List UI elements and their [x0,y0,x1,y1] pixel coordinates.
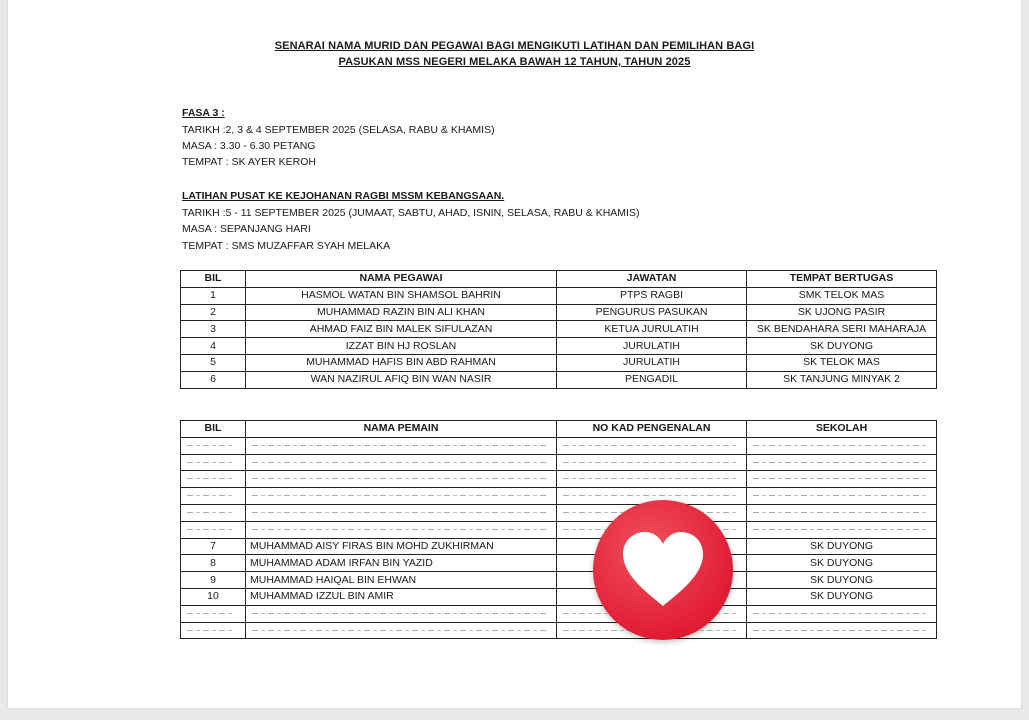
staff-header-bil: BIL [181,271,246,288]
jawatan-cell: KETUA JURULATIH [557,321,747,338]
player-header-ic: NO KAD PENGENALAN [557,421,747,438]
jawatan-cell: PTPS RAGBI [557,287,747,304]
nama-cell: MUHAMMAD IZZUL BIN AMIR [246,588,557,605]
tempat-cell: SK DUYONG [747,338,937,355]
redacted-row [181,471,937,488]
table-row [181,371,937,388]
player-header-row [181,421,937,438]
tempat-cell: SK UJONG PASIR [747,304,937,321]
table-row [181,354,937,371]
nama-cell: AHMAD FAIZ BIN MALEK SIFULAZAN [246,321,557,338]
nama-cell: MUHAMMAD HAFIS BIN ABD RAHMAN [246,354,557,371]
nama-cell: MUHAMMAD ADAM IRFAN BIN YAZID [246,555,557,572]
bil-cell: 4 [181,338,246,355]
bil-cell: 2 [181,304,246,321]
nama-cell: HASMOL WATAN BIN SHAMSOL BAHRIN [246,287,557,304]
bil-cell: 5 [181,354,246,371]
latihan-tarikh: TARIKH :5 - 11 SEPTEMBER 2025 (JUMAAT, SABTU, AHAD, ISNIN, SELASA, RABU & KHAMIS) [182,207,640,219]
heart-icon [619,530,707,610]
staff-header-row [181,271,937,288]
latihan-tempat: TEMPAT : SMS MUZAFFAR SYAH MELAKA [182,240,391,252]
jawatan-cell: PENGURUS PASUKAN [557,304,747,321]
redacted-row [181,521,937,538]
jawatan-cell: PENGADIL [557,371,747,388]
tempat-cell: SK TANJUNG MINYAK 2 [747,371,937,388]
player-header-nama: NAMA PEMAIN [246,421,557,438]
table-row [181,538,937,555]
staff-table [180,270,937,389]
staff-header-tempat: TEMPAT BERTUGAS [747,271,937,288]
bil-cell: 7 [181,538,246,555]
nama-cell: WAN NAZIRUL AFIQ BIN WAN NASIR [246,371,557,388]
sekolah-cell: SK DUYONG [747,572,937,589]
heart-reaction-badge[interactable] [593,500,733,640]
staff-header-jawatan: JAWATAN [557,271,747,288]
redacted-row [181,437,937,454]
nama-cell: MUHAMMAD HAIQAL BIN EHWAN [246,572,557,589]
redacted-row [181,488,937,505]
redacted-row [181,454,937,471]
nama-cell: MUHAMMAD AISY FIRAS BIN MOHD ZUKHIRMAN [246,538,557,555]
nama-cell: IZZAT BIN HJ ROSLAN [246,338,557,355]
table-row [181,287,937,304]
bil-cell: 3 [181,321,246,338]
latihan-heading: LATIHAN PUSAT KE KEJOHANAN RAGBI MSSM KEBANGSAAN. [182,190,505,202]
fasa-masa: MASA : 3.30 - 6.30 PETANG [182,140,316,152]
bil-cell: 9 [181,572,246,589]
staff-header-nama: NAMA PEGAWAI [246,271,557,288]
table-row [181,304,937,321]
tempat-cell: SK BENDAHARA SERI MAHARAJA [747,321,937,338]
fasa-tempat: TEMPAT : SK AYER KEROH [182,156,317,168]
player-table [180,420,937,639]
jawatan-cell: JURULATIH [557,338,747,355]
player-header-bil: BIL [181,421,246,438]
bil-cell: 8 [181,555,246,572]
bil-cell: 6 [181,371,246,388]
sekolah-cell: SK DUYONG [747,555,937,572]
tempat-cell: SK TELOK MAS [747,354,937,371]
tempat-cell: SMK TELOK MAS [747,287,937,304]
jawatan-cell: JURULATIH [557,354,747,371]
redacted-row [181,504,937,521]
fasa-tarikh: TARIKH :2, 3 & 4 SEPTEMBER 2025 (SELASA, RABU & KHAMIS) [182,124,495,136]
player-header-sekolah: SEKOLAH [747,421,937,438]
table-row [181,321,937,338]
fasa-heading: FASA 3 : [182,107,225,119]
redacted-row [181,605,937,622]
latihan-masa: MASA : SEPANJANG HARI [182,223,311,235]
document-title-line-2: PASUKAN MSS NEGERI MELAKA BAWAH 12 TAHUN, TAHUN 2025 [338,56,691,68]
redacted-row [181,622,937,639]
sekolah-cell: SK DUYONG [747,538,937,555]
nama-cell: MUHAMMAD RAZIN BIN ALI KHAN [246,304,557,321]
document-page [8,0,1021,708]
sekolah-cell: SK DUYONG [747,588,937,605]
document-title-line-1: SENARAI NAMA MURID DAN PEGAWAI BAGI MENGIKUTI LATIHAN DAN PEMILIHAN BAGI [274,40,755,52]
bil-cell: 10 [181,588,246,605]
table-row [181,338,937,355]
bil-cell: 1 [181,287,246,304]
table-row [181,588,937,605]
table-row [181,572,937,589]
table-row [181,555,937,572]
